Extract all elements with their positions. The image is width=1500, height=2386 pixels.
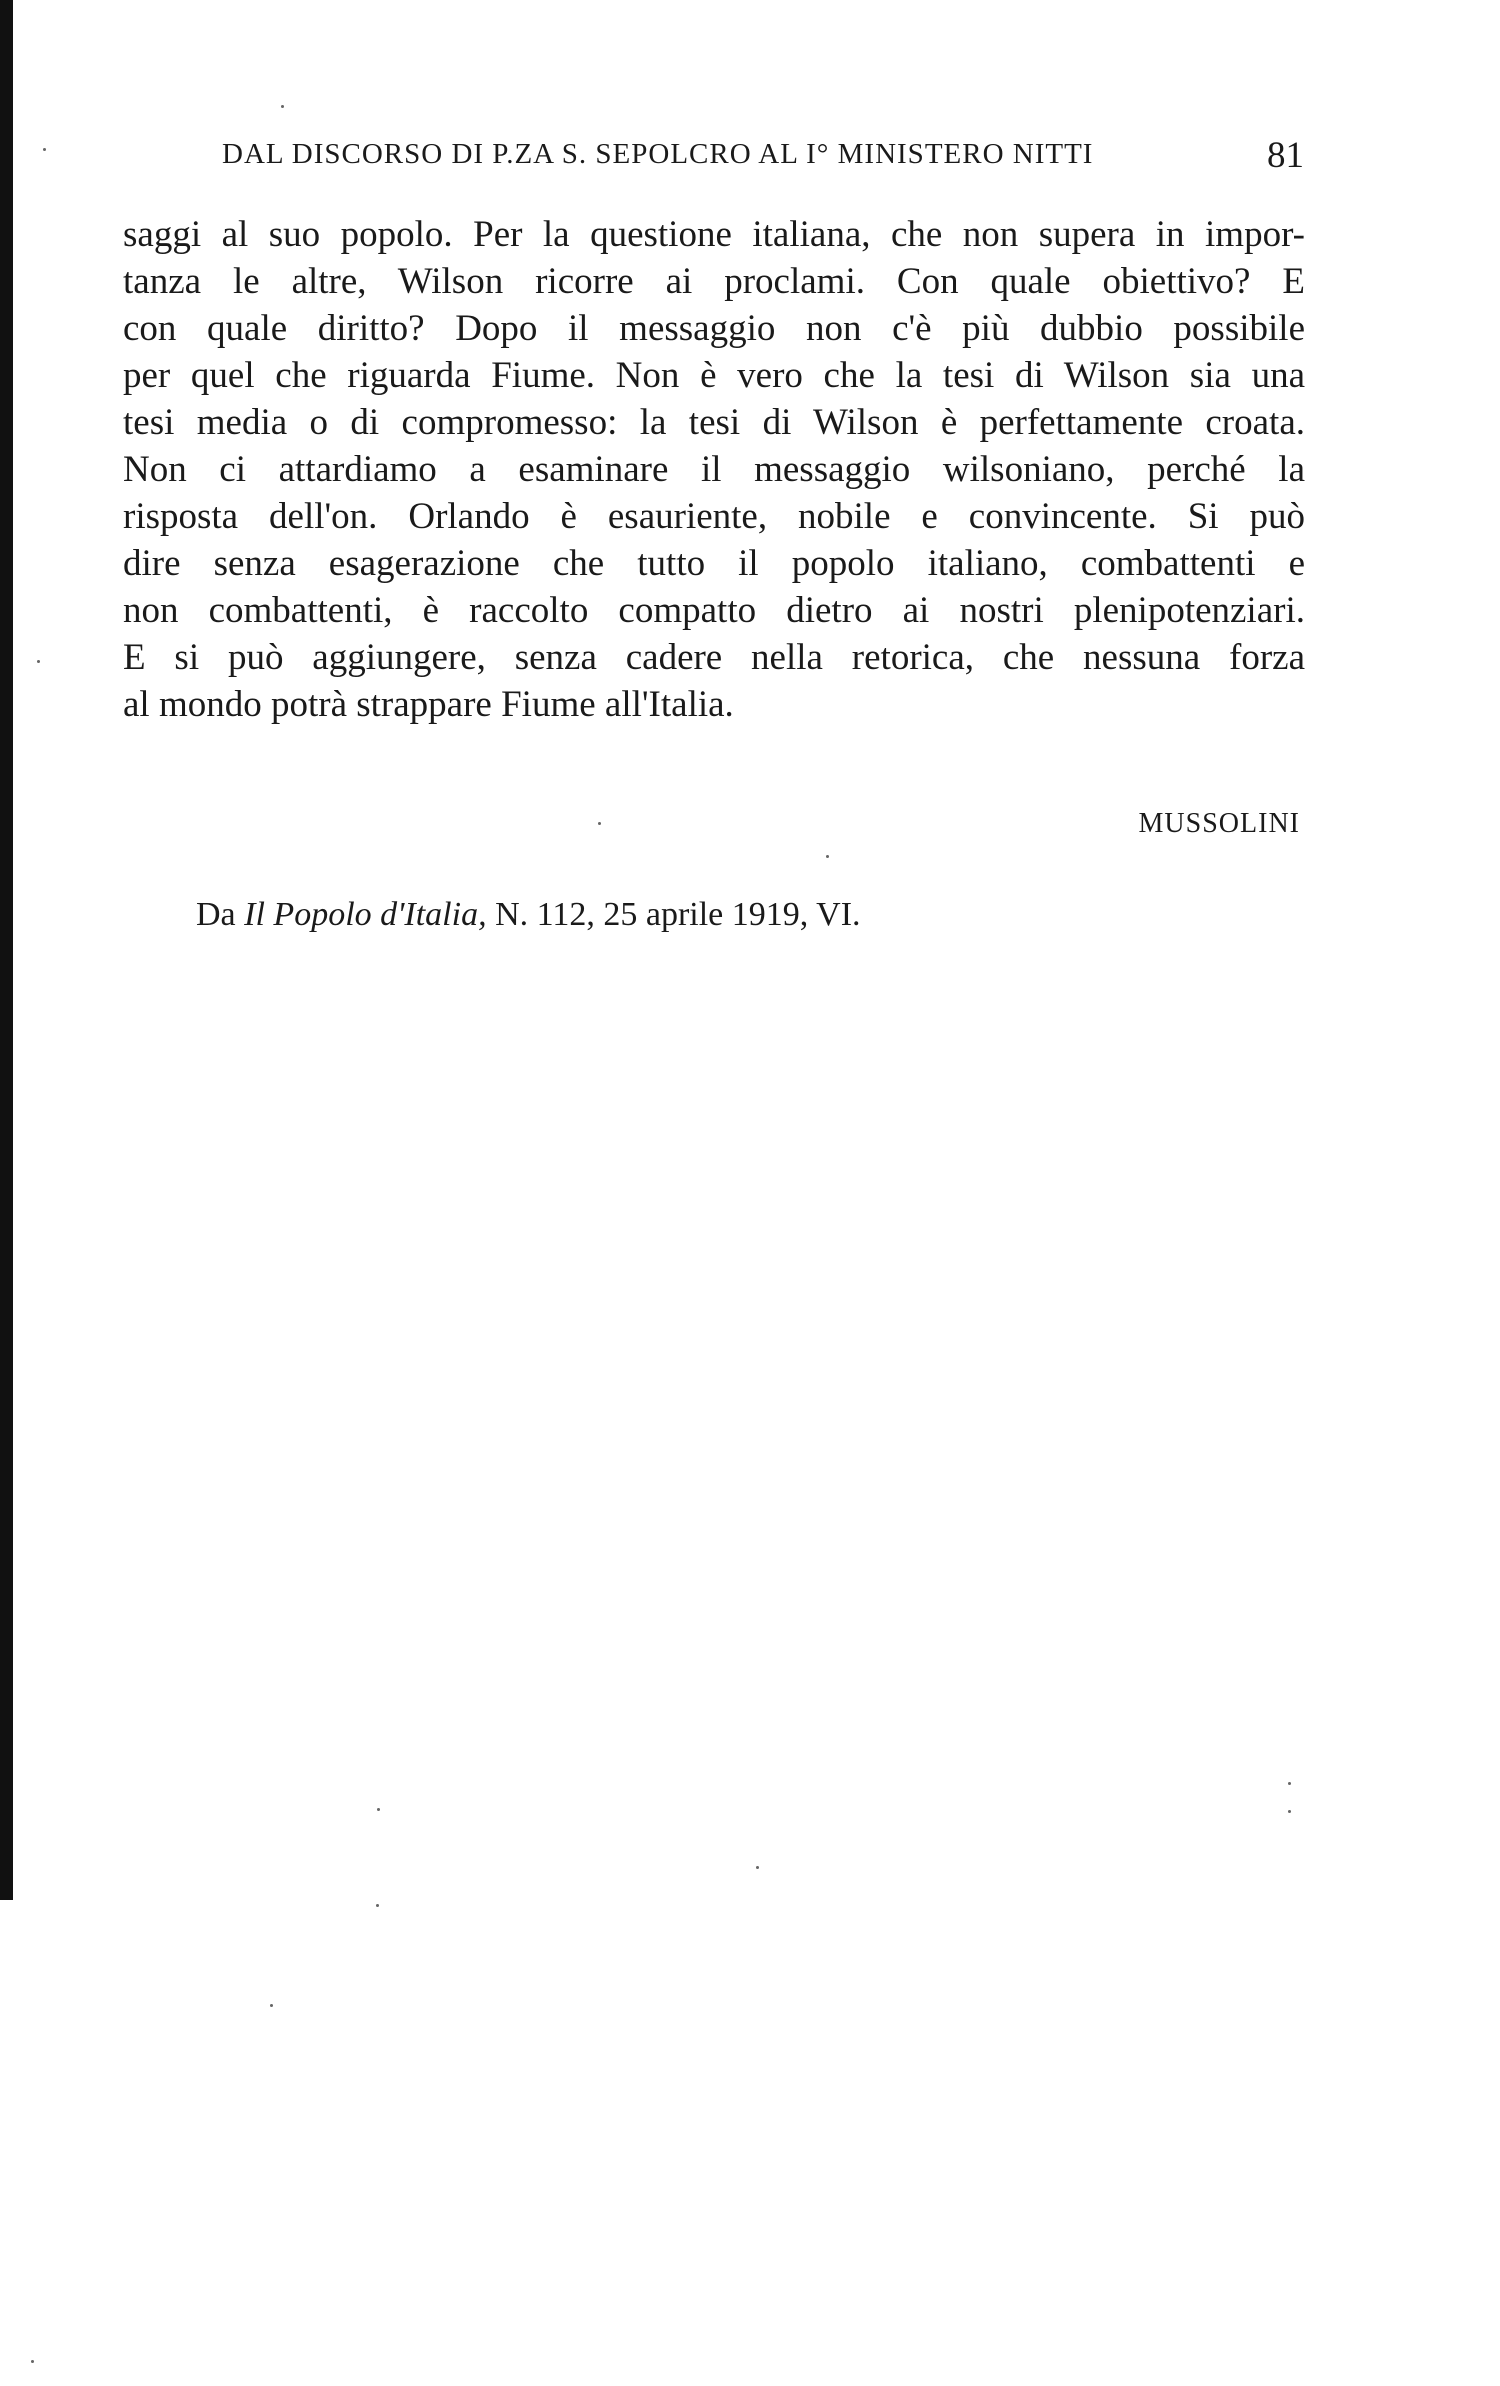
text-line: dire senza esagerazione che tutto il popolo italiano, combattenti e xyxy=(123,543,1305,584)
page-number: 81 xyxy=(1267,135,1304,176)
scan-speck xyxy=(43,148,46,151)
scan-speck xyxy=(37,660,40,663)
scan-speck xyxy=(598,822,601,825)
scan-speck xyxy=(826,855,829,858)
scan-speck xyxy=(281,105,284,108)
source-periodical: Il Popolo d'Italia, xyxy=(244,896,487,933)
scan-speck xyxy=(756,1866,759,1869)
text-line: saggi al suo popolo. Per la questione italiana, che non supera in impor- xyxy=(123,214,1305,255)
source-details: N. 112, 25 aprile 1919, VI. xyxy=(486,896,861,933)
text-line: Non ci attardiamo a esaminare il messaggio wilsoniano, perché la xyxy=(123,449,1305,490)
text-line: tanza le altre, Wilson ricorre ai proclami. Con quale obiettivo? E xyxy=(123,261,1305,302)
scan-speck xyxy=(1288,1810,1291,1813)
text-line: risposta dell'on. Orlando è esauriente, nobile e convincente. Si può xyxy=(123,496,1305,537)
text-line: per quel che riguarda Fiume. Non è vero che la tesi di Wilson sia una xyxy=(123,355,1305,396)
scan-speck xyxy=(1288,1782,1291,1785)
body-paragraph xyxy=(123,211,1305,728)
scan-speck xyxy=(376,1904,379,1907)
text-line: al mondo potrà strappare Fiume all'Italia. xyxy=(123,684,734,725)
running-header xyxy=(222,135,1304,178)
scan-speck xyxy=(270,2004,273,2007)
scan-speck xyxy=(31,2360,34,2363)
text-line: E si può aggiungere, senza cadere nella retorica, che nessuna forza xyxy=(123,637,1305,678)
source-prefix: Da xyxy=(196,896,245,933)
text-line: tesi media o di compromesso: la tesi di Wilson è perfettamente croata. xyxy=(123,402,1305,443)
scan-page-edge xyxy=(0,0,13,1900)
source-citation xyxy=(196,896,861,934)
scan-speck xyxy=(377,1808,380,1811)
text-line: con quale diritto? Dopo il messaggio non c'è più dubbio possibile xyxy=(123,308,1305,349)
running-header-title: DAL DISCORSO DI P.ZA S. SEPOLCRO AL I° MINISTERO NITTI xyxy=(222,138,1094,170)
author-signature: MUSSOLINI xyxy=(1138,808,1300,839)
text-line: non combattenti, è raccolto compatto dietro ai nostri plenipotenziari. xyxy=(123,590,1305,631)
